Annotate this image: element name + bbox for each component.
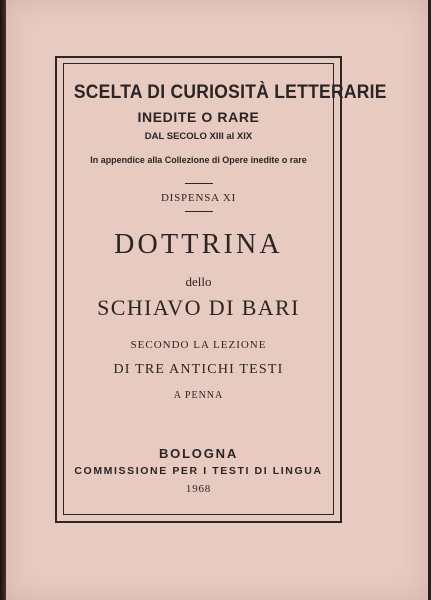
publisher: COMMISSIONE PER I TESTI DI LINGUA	[74, 465, 323, 477]
appendix-line: In appendice alla Collezione di Opere inedite o rare	[90, 155, 307, 166]
publication-year: 1968	[185, 483, 212, 495]
edition-line-1: SECONDO LA LEZIONE	[130, 339, 267, 351]
edition-line-3: A PENNA	[173, 390, 224, 401]
bottom-rule	[185, 211, 213, 212]
publication-place: BOLOGNA	[158, 446, 239, 461]
book-subject: SCHIAVO DI BARI	[97, 295, 300, 320]
cover-text	[63, 63, 387, 515]
issue-label: DISPENSA XI	[160, 192, 237, 204]
book-title: DOTTRINA	[114, 229, 283, 260]
century-line: DAL SECOLO XIII al XIX	[144, 131, 253, 142]
title-connector: dello	[185, 274, 212, 289]
series-title: SCELTA DI CURIOSITÀ LETTERARIE	[73, 82, 387, 103]
top-rule	[185, 183, 213, 184]
rare-line: INEDITE O RARE	[137, 109, 260, 125]
edition-line-2: DI TRE ANTICHI TESTI	[113, 362, 284, 377]
